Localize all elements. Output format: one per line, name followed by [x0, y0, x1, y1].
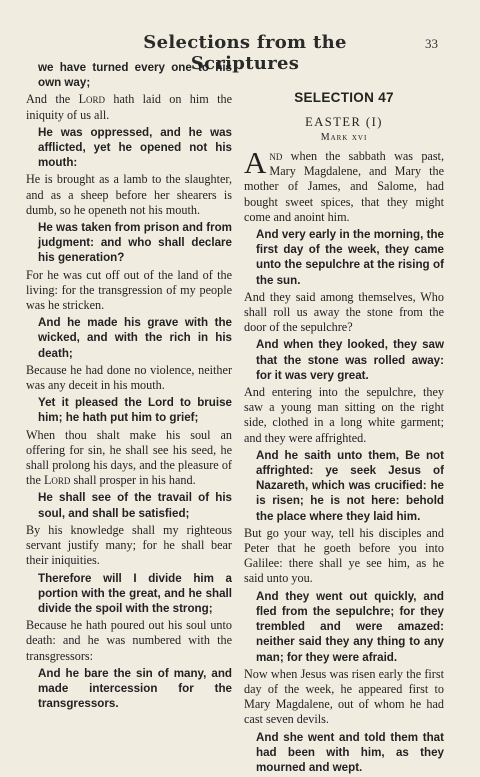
leader-verse: Because he had done no violence, neither was any deceit in his mouth.: [26, 362, 232, 393]
leader-verse: By his knowledge shall my righteous servant justify many; for he shall bear their iniquities.: [26, 522, 232, 568]
verse-text: hath laid on him the iniquity of us all.: [26, 92, 232, 122]
leader-verse: But go your way, tell his disciples and Peter that he goeth before you into Galilee: there shall ye see him, as he said unto you.: [244, 525, 444, 586]
left-column: [26, 60, 232, 713]
response-verse: And they went out quickly, and fled from the sepulchre; for they trembled and were amazed: neither said they any thing to any man; for they were afraid.: [256, 589, 444, 664]
opening-verse-text: when the sabbath was past, Mary Magdalene, and Mary the mother of James, and Salome, had bought sweet spices, that they might come and anoint him.: [244, 149, 444, 224]
response-verse: And he saith unto them, Be not affrighted: ye seek Jesus of Nazareth, which was crucified: he is risen; he is not here: behold the place where they laid him.: [256, 448, 444, 523]
opening-verse: [244, 145, 444, 225]
leader-verse: [26, 428, 232, 489]
leader-verse: For he was cut off out of the land of the living: for the transgression of my people was he stricken.: [26, 267, 232, 313]
verse-text: When thou shalt make his soul an offering for sin, he shall see his seed, he shall prolong his days, and the pleasure of the: [26, 427, 232, 488]
response-verse: And very early in the morning, the first day of the week, they came unto the sepulchre at the rising of the sun.: [256, 228, 444, 287]
verse-text: And the: [26, 92, 79, 107]
divine-name: Lord: [78, 92, 106, 107]
response-verse: He was taken from prison and from judgment: and who shall declare his generation?: [38, 221, 232, 265]
selection-heading: SELECTION 47: [294, 90, 394, 105]
response-verse: Therefore will I divide him a portion with the great, and he shall divide the spoil with the strong;: [38, 571, 232, 615]
running-title: Selections from the Scriptures: [143, 32, 347, 74]
divine-name: Lord: [43, 473, 71, 488]
drop-cap: A: [244, 145, 267, 180]
leader-verse: Because he hath poured out his soul unto death: and he was numbered with the transgressors:: [26, 618, 232, 663]
right-column: [244, 60, 444, 777]
selection-title: EASTER (I): [305, 115, 383, 129]
response-verse: we have turned every one to his own way;: [38, 61, 232, 90]
leader-verse: [26, 92, 232, 122]
leader-verse: He is brought as a lamb to the slaughter, and as a sheep before her shearers is dumb, so he openeth not his mouth.: [26, 172, 232, 217]
response-verse: And he made his grave with the wicked, and with the rich in his death;: [38, 316, 232, 360]
leader-verse: And they said among themselves, Who shall roll us away the stone from the door of the sepulchre?: [244, 289, 444, 335]
verse-text: shall prosper in his hand.: [70, 473, 196, 488]
response-verse: And she went and told them that had been with him, as they mourned and wept.: [256, 730, 444, 774]
leader-verse: And entering into the sepulchre, they saw a young man sitting on the right side, clothed in a long white garment; and they were affrighted.: [244, 385, 444, 445]
page-number: 33: [425, 36, 438, 51]
drop-cap-rest: nd: [269, 149, 283, 163]
response-verse: He shall see of the travail of his soul, and shall be satisfied;: [38, 491, 232, 520]
leader-verse: Now when Jesus was risen early the first day of the week, he appeared first to Mary Magdalene, out of whom he had cast seven devils.: [244, 666, 444, 727]
selection-reference: Mark xvi: [320, 132, 368, 143]
response-verse: And he bare the sin of many, and made intercession for the transgressors.: [38, 666, 232, 711]
response-verse: And when they looked, they saw that the stone was rolled away: for it was very great.: [256, 338, 444, 382]
response-verse: He was oppressed, and he was afflicted, yet he opened not his mouth:: [38, 125, 232, 170]
response-verse: Yet it pleased the Lord to bruise him; he hath put him to grief;: [38, 396, 232, 425]
